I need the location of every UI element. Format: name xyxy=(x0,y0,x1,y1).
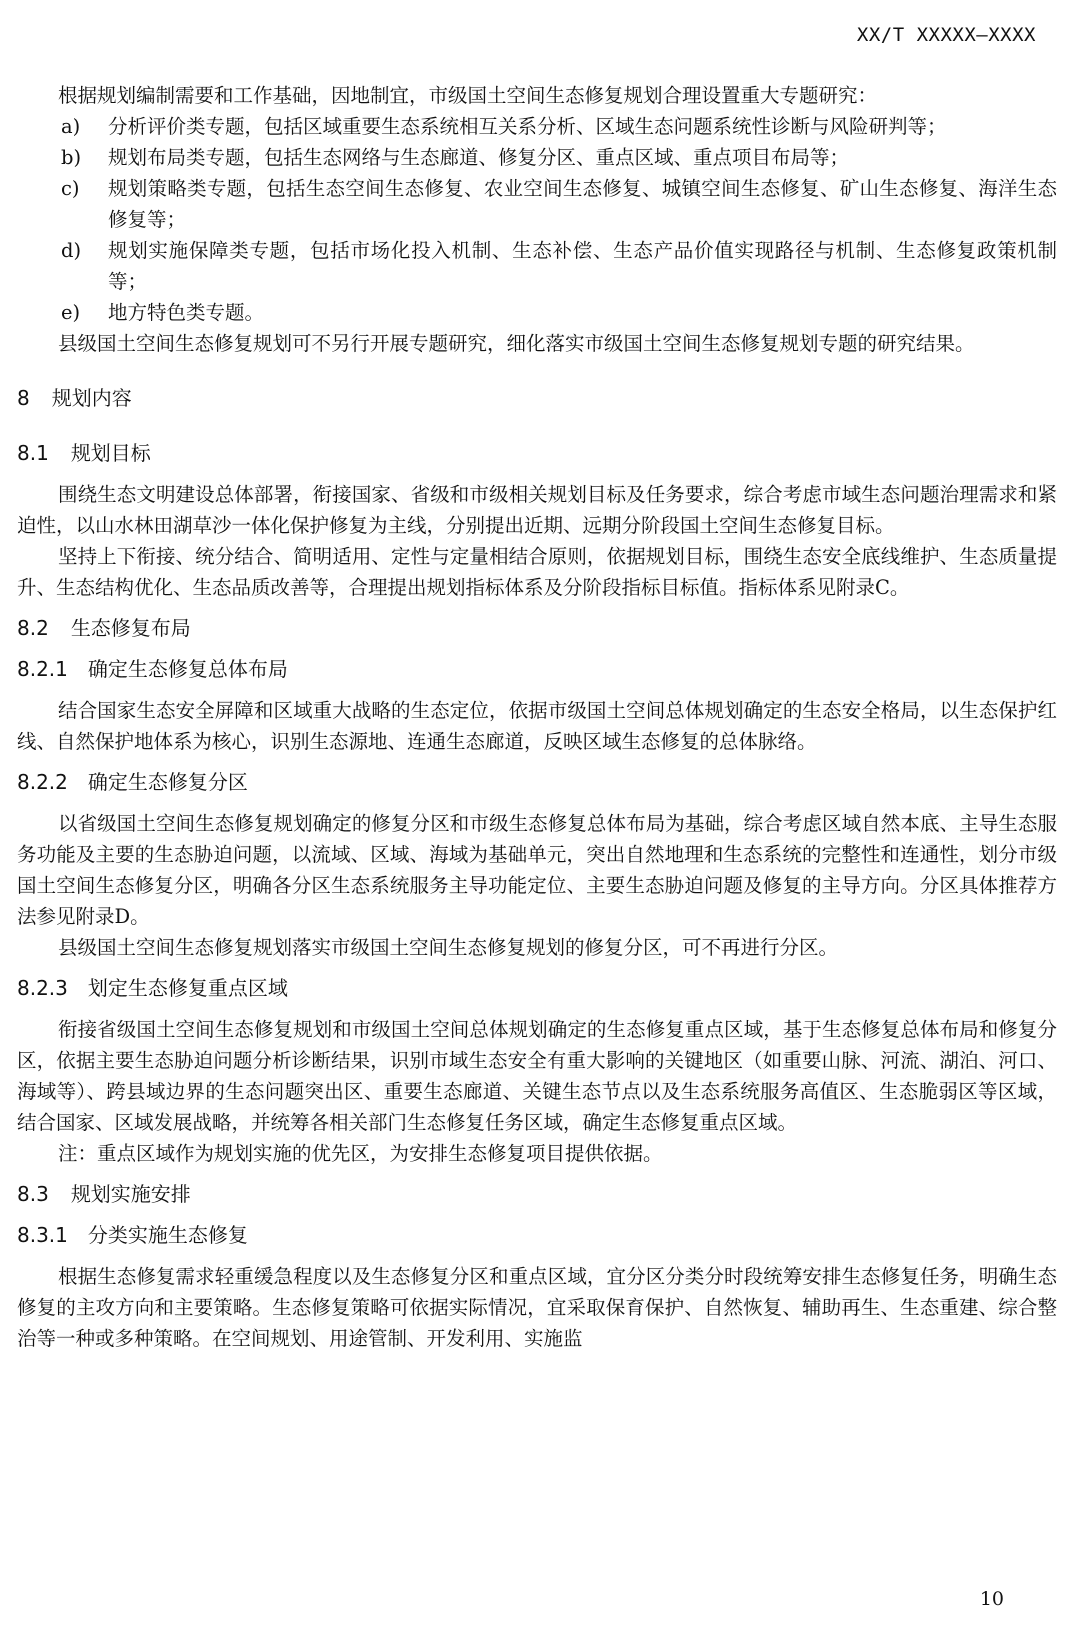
list-marker: d) xyxy=(61,239,82,262)
list-item xyxy=(17,111,1057,142)
paragraph: 根据生态修复需求轻重缓急程度以及生态修复分区和重点区域，宜分区分类分时段统筹安排生态修复任务，明确生态修复的主攻方向和主要策略。生态修复策略可依据实际情况，宜采取保育保护、自然恢复、辅助再生、生态重建、综合整治等一种或多种策略。在空间规划、用途管制、开发利用、实施监 xyxy=(17,1265,1057,1350)
section-number: 8.3 xyxy=(17,1182,49,1206)
list-item-text: 规划策略类专题，包括生态空间生态修复、农业空间生态修复、城镇空间生态修复、矿山生态修复、海洋生态修复等； xyxy=(108,177,1057,231)
note: 注：重点区域作为规划实施的优先区，为安排生态修复项目提供依据。 xyxy=(58,1142,663,1165)
section-number: 8.3.1 xyxy=(17,1223,68,1247)
list-item-text: 规划布局类专题，包括生态网络与生态廊道、修复分区、重点区域、重点项目布局等； xyxy=(108,146,850,169)
paragraph: 围绕生态文明建设总体部署，衔接国家、省级和市级相关规划目标及任务要求，综合考虑市域生态问题治理需求和紧迫性，以山水林田湖草沙一体化保护修复为主线，分别提出近期、远期分阶段国土空间生态修复目标。 xyxy=(17,483,1057,537)
section-heading-8-2 xyxy=(17,613,1057,644)
paragraph: 结合国家生态安全屏障和区域重大战略的生态定位，依据市级国土空间总体规划确定的生态安全格局，以生态保护红线、自然保护地体系为核心，识别生态源地、连通生态廊道，反映区域生态修复的总体脉络。 xyxy=(17,699,1057,753)
list-item xyxy=(17,235,1057,297)
section-heading-8-2-3 xyxy=(17,973,1057,1004)
intro-lead: 根据规划编制需要和工作基础，因地制宜，市级国土空间生态修复规划合理设置重大专题研究： xyxy=(58,84,878,107)
list-item xyxy=(17,173,1057,235)
section-heading-8-1 xyxy=(17,438,1057,469)
list-marker: b) xyxy=(61,146,82,169)
list-item-text: 规划实施保障类专题，包括市场化投入机制、生态补偿、生态产品价值实现路径与机制、生态修复政策机制等； xyxy=(108,239,1057,293)
section-title: 规划实施安排 xyxy=(70,1182,191,1206)
list-marker: a) xyxy=(61,115,81,138)
section-number: 8.1 xyxy=(17,441,49,465)
list-item xyxy=(17,297,1057,328)
paragraph: 以省级国土空间生态修复规划确定的修复分区和市级生态修复总体布局为基础，综合考虑区域自然本底、主导生态服务功能及主要的生态胁迫问题，以流域、区域、海域为基础单元，突出自然地理和生态系统的完整性和连通性，划分市级国土空间生态修复分区，明确各分区生态系统服务主导功能定位、主要生态胁迫问题及修复的主导方向。分区具体推荐方法参见附录D。 xyxy=(17,812,1057,928)
list-marker: e) xyxy=(61,301,81,324)
section-title: 分类实施生态修复 xyxy=(87,1223,248,1247)
list-item-text: 地方特色类专题。 xyxy=(108,301,265,324)
section-heading-8 xyxy=(17,383,1057,414)
section-title: 生态修复布局 xyxy=(70,616,191,640)
section-number: 8 xyxy=(17,386,30,410)
list-item-text: 分析评价类专题，包括区域重要生态系统相互关系分析、区域生态问题系统性诊断与风险研判等； xyxy=(108,115,947,138)
document-code: XX/T XXXXX—XXXX xyxy=(856,24,1036,46)
section-title: 规划内容 xyxy=(51,386,132,410)
section-title: 划定生态修复重点区域 xyxy=(87,976,288,1000)
section-number: 8.2.3 xyxy=(17,976,68,1000)
section-number: 8.2.1 xyxy=(17,657,68,681)
section-heading-8-3 xyxy=(17,1179,1057,1210)
section-number: 8.2 xyxy=(17,616,49,640)
paragraph: 坚持上下衔接、统分结合、简明适用、定性与定量相结合原则，依据规划目标，围绕生态安全底线维护、生态质量提升、生态结构优化、生态品质改善等，合理提出规划指标体系及分阶段指标目标值。指标体系见附录C。 xyxy=(17,545,1057,599)
document-body xyxy=(17,80,1057,1354)
section-title: 确定生态修复分区 xyxy=(87,770,248,794)
paragraph: 县级国土空间生态修复规划落实市级国土空间生态修复规划的修复分区，可不再进行分区。 xyxy=(58,936,839,959)
section-number: 8.2.2 xyxy=(17,770,68,794)
page-number: 10 xyxy=(979,1588,1004,1610)
section-heading-8-3-1 xyxy=(17,1220,1057,1251)
section-heading-8-2-2 xyxy=(17,767,1057,798)
intro-closing: 县级国土空间生态修复规划可不另行开展专题研究，细化落实市级国土空间生态修复规划专题的研究结果。 xyxy=(58,332,975,355)
list-marker: c) xyxy=(61,177,80,200)
section-title: 规划目标 xyxy=(70,441,151,465)
list-item xyxy=(17,142,1057,173)
section-title: 确定生态修复总体布局 xyxy=(87,657,288,681)
section-heading-8-2-1 xyxy=(17,654,1057,685)
paragraph: 衔接省级国土空间生态修复规划和市级国土空间总体规划确定的生态修复重点区域，基于生态修复总体布局和修复分区，依据主要生态胁迫问题分析诊断结果，识别市域生态安全有重大影响的关键地区（如重要山脉、河流、湖泊、河口、海域等）、跨县域边界的生态问题突出区、重要生态廊道、关键生态节点以及生态系统服务高值区、生态脆弱区等区域，结合国家、区域发展战略，并统筹各相关部门生态修复任务区域，确定生态修复重点区域。 xyxy=(17,1018,1057,1134)
